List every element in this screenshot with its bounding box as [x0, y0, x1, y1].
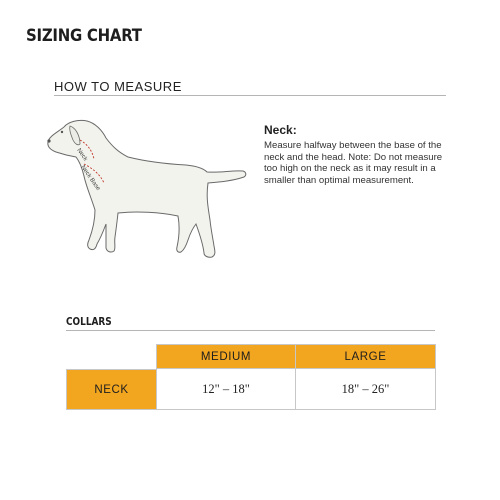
neck-medium-value: 12" – 18"	[156, 369, 296, 410]
neck-instruction-text: Measure halfway between the base of the neck and the head. Note: Do not measure too high on the neck as it may result in a smaller than optimal measurement.	[264, 140, 443, 186]
how-to-measure-heading: HOW TO MEASURE	[54, 79, 182, 94]
column-header-medium: MEDIUM	[156, 344, 296, 369]
collars-divider	[66, 330, 435, 331]
column-header-large: LARGE	[296, 344, 436, 369]
neck-large-value: 18" – 26"	[296, 369, 436, 410]
section-divider	[54, 95, 446, 96]
neck-diagram-label: Neck	[75, 147, 89, 163]
dog-nose	[47, 139, 50, 142]
dog-eye	[61, 131, 63, 133]
neck-instruction-title: Neck:	[264, 123, 297, 137]
row-label-neck: NECK	[66, 369, 156, 410]
dog-silhouette-icon	[40, 112, 255, 267]
neck-base-diagram-label: Neck Base	[79, 164, 101, 192]
dog-measurement-diagram	[40, 112, 255, 267]
table-corner-cell	[66, 344, 156, 369]
collars-heading: COLLARS	[66, 316, 112, 328]
page-title: SIZING CHART	[26, 26, 142, 46]
